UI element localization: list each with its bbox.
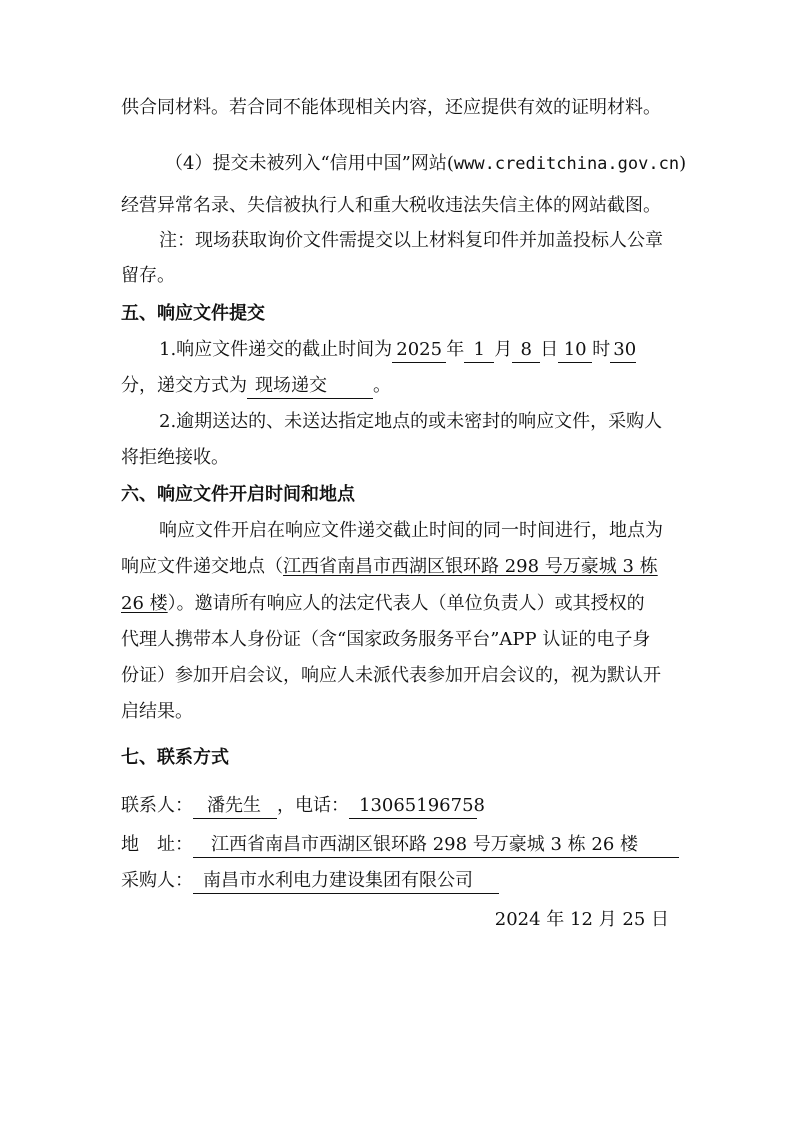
submission-method: 现场递交	[247, 374, 373, 399]
opening-address: 江西省南昌市西湖区银环路 298 号万豪城 3 栋	[283, 556, 658, 577]
opening-line1: 响应文件开启在响应文件递交截止时间的同一时间进行，地点为	[159, 520, 663, 541]
address-value: 江西省南昌市西湖区银环路 298 号万豪城 3 栋 26 楼	[193, 833, 679, 858]
contact-phone: 13065196758	[349, 794, 477, 819]
note-line2: 留存。	[121, 265, 175, 286]
opening-address-floor: 26 楼	[121, 593, 168, 614]
late-submission-line1: 2.逾期送达的、未送达指定地点的或未密封的响应文件，采购人	[159, 411, 663, 432]
opening-line3: 26 楼）。邀请所有响应人的法定代表人（单位负责人）或其授权的	[121, 593, 645, 614]
opening-line4: 代理人携带本人身份证（含“国家政务服务平台”APP 认证的电子身	[121, 629, 651, 650]
item4-line2: 经营异常名录、失信被执行人和重大税收违法失信主体的网站截图。	[121, 195, 661, 216]
deadline-day: 8	[512, 338, 540, 363]
contract-material-text: 供合同材料。若合同不能体现相关内容，还应提供有效的证明材料。	[121, 97, 661, 118]
deadline-year: 2025	[392, 338, 446, 363]
opening-line2: 响应文件递交地点（江西省南昌市西湖区银环路 298 号万豪城 3 栋	[121, 556, 658, 577]
deadline-month: 1	[464, 338, 494, 363]
contact-line: 联系人： 潘先生 ，电话： 13065196758	[121, 794, 477, 819]
item4-line1: （4）提交未被列入“信用中国”网站(www.creditchina.gov.cn)	[165, 153, 687, 174]
deadline-minute: 30	[610, 338, 636, 363]
late-submission-line2: 将拒绝接收。	[121, 447, 229, 468]
document-date: 2024 年 12 月 25 日	[494, 909, 669, 930]
purchaser-name: 南昌市水利电力建设集团有限公司	[193, 869, 499, 894]
opening-line5: 份证）参加开启会议，响应人未派代表参加开启会议的，视为默认开	[121, 665, 661, 686]
address-line: 地 址： 江西省南昌市西湖区银环路 298 号万豪城 3 栋 26 楼	[121, 833, 679, 858]
contact-name: 潘先生	[193, 794, 277, 819]
opening-line6: 启结果。	[121, 701, 193, 722]
deadline-hour: 10	[558, 338, 592, 363]
submission-method-line: 分，递交方式为 现场递交 。	[121, 374, 391, 399]
creditchina-url: www.creditchina.gov.cn	[453, 154, 680, 174]
deadline-line: 1.响应文件递交的截止时间为 2025 年 1 月 8 日 10 时 30	[159, 338, 636, 363]
section7-heading: 七、联系方式	[121, 747, 229, 768]
purchaser-line: 采购人： 南昌市水利电力建设集团有限公司	[121, 869, 499, 894]
section5-heading: 五、响应文件提交	[121, 303, 265, 324]
note-line1: 注：现场获取询价文件需提交以上材料复印件并加盖投标人公章	[159, 230, 663, 251]
section6-heading: 六、响应文件开启时间和地点	[121, 484, 355, 505]
